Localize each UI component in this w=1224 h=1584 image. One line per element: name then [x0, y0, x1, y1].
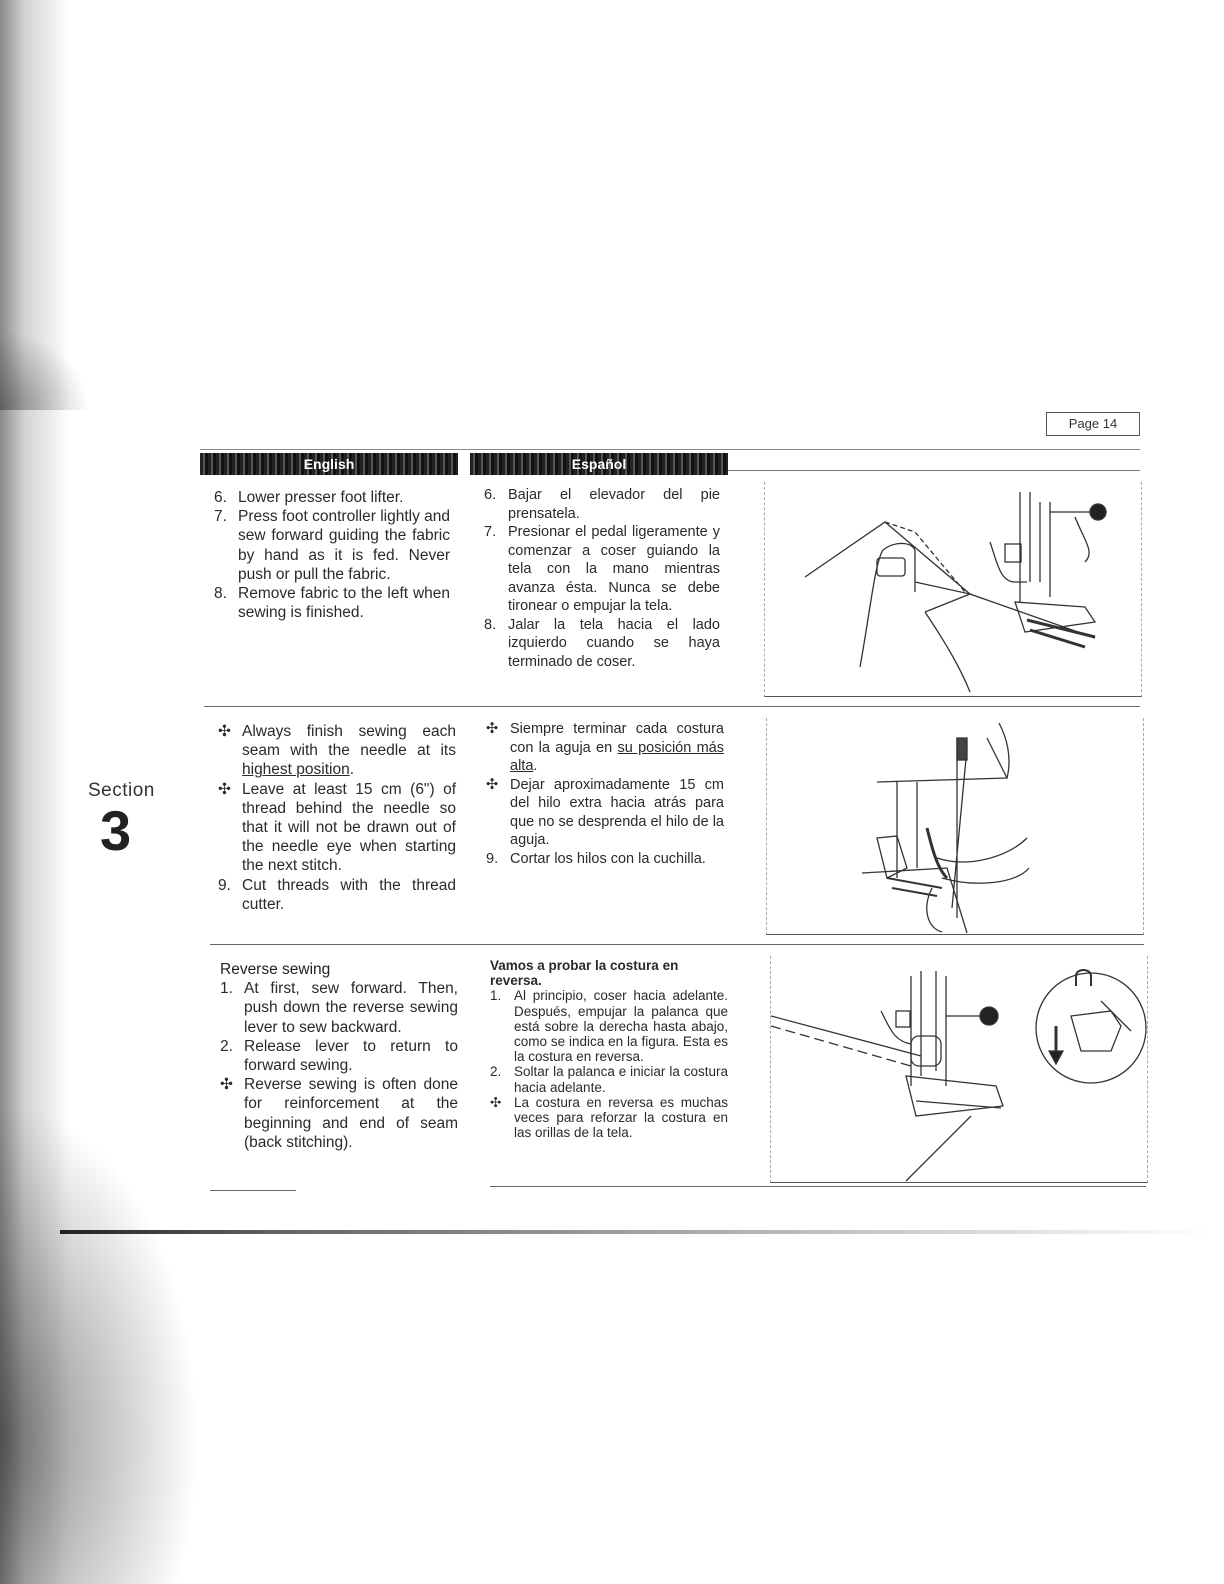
block2-english: [218, 722, 456, 914]
scan-shadow-top-left: [0, 330, 90, 410]
figure-sewing-fabric: [764, 482, 1142, 697]
list-item: 7. Presionar el pedal ligeramente y comenzar a coser guiando la tela con la mano mientras avanza ésta. Nunca se debe tironear o empujar la tela.: [484, 524, 720, 614]
section-label: Section: [88, 780, 155, 801]
scan-page-edge: [60, 1230, 1210, 1234]
sewing-fabric-icon: [765, 482, 1141, 696]
list-item: 1. Al principio, coser hacia adelante. Después, empujar la palanca que está sobre la derecha hasta abajo, como se indica en la figura. Esta es la costura en reversa.: [490, 988, 728, 1065]
divider: [204, 706, 1140, 707]
list-item: 8. Remove fabric to the left when sewing is finished.: [214, 585, 450, 622]
list-item: ✣ Leave at least 15 cm (6") of thread behind the needle so that it will not be drawn out of the needle eye when starting the next stitch.: [218, 780, 456, 875]
reverse-sewing-heading: Reverse sewing: [220, 961, 331, 978]
list-item: 9. Cortar los hilos con la cuchilla.: [486, 850, 706, 867]
list-item: 6. Lower presser foot lifter.: [214, 489, 404, 506]
reverse-sewing-heading-es: Vamos a probar la costura en reversa.: [490, 958, 679, 989]
list-item: 6. Bajar el elevador del pie prensatela.: [484, 487, 720, 522]
reverse-lever-icon: [771, 956, 1147, 1182]
block3-spanish: [490, 958, 728, 1140]
block1-english: [214, 488, 450, 622]
figure-reverse-lever: [770, 956, 1148, 1183]
list-item: ✣ La costura en reversa es muchas veces para reforzar la costura en las orillas de la tela.: [490, 1094, 728, 1141]
list-item: ✣ Dejar aproximadamente 15 cm del hilo extra hacia atrás para que no se desprenda el hilo de la aguja.: [486, 776, 724, 848]
header-spanish: Español: [470, 453, 728, 475]
divider: [210, 944, 1144, 945]
figure-thread-cutter: [766, 718, 1144, 935]
list-item: 8. Jalar la tela hacia el lado izquierdo cuando se haya terminado de coser.: [484, 616, 720, 670]
top-rule: [200, 449, 1140, 450]
header-rule: [728, 470, 1140, 471]
list-item: 1. At first, sew forward. Then, push down the reverse sewing lever to sew backward.: [220, 980, 458, 1036]
list-item: 9. Cut threads with the thread cutter.: [218, 876, 456, 913]
block2-spanish: [486, 720, 724, 868]
scan-shadow-bottom-left: [0, 1100, 200, 1584]
block3-english: [220, 960, 458, 1152]
header-english: English: [200, 453, 458, 475]
list-item: 2. Soltar la palanca e iniciar la costura hacia adelante.: [490, 1064, 728, 1095]
block1-spanish: [484, 486, 720, 671]
list-item: ✣ Reverse sewing is often done for reinforcement at the beginning and end of seam (back stitching).: [220, 1076, 458, 1151]
list-item: 7. Press foot controller lightly and sew forward guiding the fabric by hand as it is fed. Never push or pull the fabric.: [214, 508, 450, 583]
list-item: 2. Release lever to return to forward sewing.: [220, 1037, 458, 1075]
divider: [490, 1186, 1146, 1187]
divider: [210, 1190, 296, 1191]
section-number: 3: [100, 799, 132, 862]
page-number: Page 14: [1046, 412, 1140, 436]
list-item: ✣ Always finish sewing each seam with the needle at its highest position.: [218, 723, 456, 779]
thread-cutter-icon: [767, 718, 1143, 934]
list-item: ✣ Siempre terminar cada costura con la aguja en su posición más alta.: [486, 721, 724, 774]
